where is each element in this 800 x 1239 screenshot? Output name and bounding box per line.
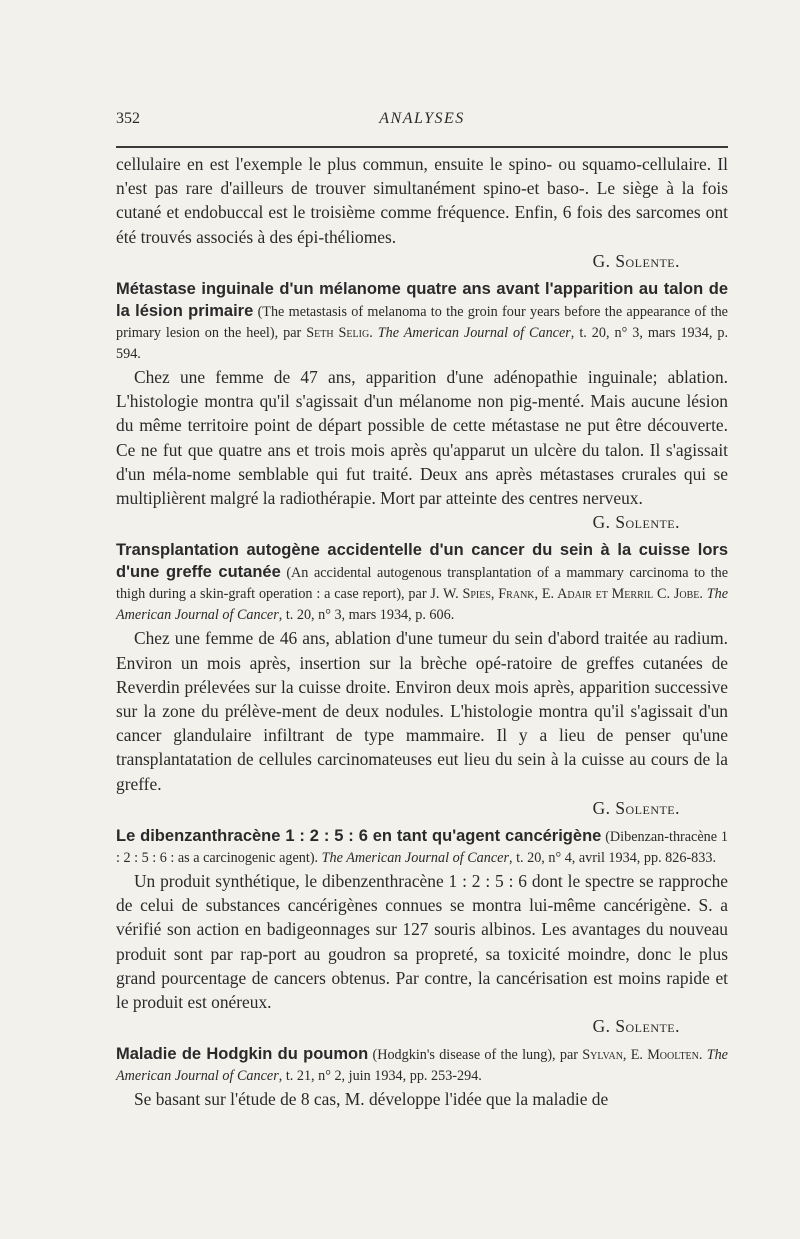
abstract-entry xyxy=(116,279,728,534)
signature: G. Solente. xyxy=(592,250,680,271)
reference-separator: . xyxy=(369,325,378,342)
reference-text: (Dibenzan-thracène 1 : 2 : 5 : 6 : as a carcinogenic agent). xyxy=(116,829,728,867)
abstract-entry xyxy=(116,1044,728,1111)
entry-reference xyxy=(116,279,728,365)
intro-paragraph: cellulaire en est l'exemple le plus commun, ensuite le spino- ou squamo-cellulaire. Il n'est pas rare d'ailleurs de trouver simultanément spino-et baso-. Le siège à la fois cutané et endobuccal est le troisième comme fréquence. Enfin, 6 fois des sarcomes ont été trouvés associés à des épi-théliomes. xyxy=(116,154,728,247)
journal-name: The American Journal of Cancer xyxy=(116,1047,728,1085)
signature-line xyxy=(116,796,728,820)
entry-reference xyxy=(116,826,728,869)
entry-reference xyxy=(116,1044,728,1087)
authors: Seth Selig xyxy=(306,325,370,342)
entry-reference xyxy=(116,540,728,626)
citation-details: , t. 20, n° 3, mars 1934, p. 594. xyxy=(116,325,728,363)
signature: G. Solente. xyxy=(592,1016,680,1037)
abstract-entry xyxy=(116,540,728,820)
reference-text: (An accidental autogenous transplantation of a mammary carcinoma to the thigh during a skin-graft operation : a case report), par xyxy=(116,565,729,603)
page-header xyxy=(116,110,728,136)
signature-line xyxy=(116,249,728,273)
abstract-entry xyxy=(116,826,728,1038)
journal-name: The American Journal of Cancer xyxy=(377,325,571,342)
authors: Sylvan, E. Moolten xyxy=(582,1047,699,1064)
signature-line xyxy=(116,1014,728,1038)
header-rule xyxy=(116,146,728,148)
signature-line xyxy=(116,510,728,534)
citation-details: , t. 20, n° 4, avril 1934, pp. 826-833. xyxy=(508,850,717,867)
reference-text: (The metastasis of melanoma to the groin four years before the appearance of the primary lesion on the heel), par xyxy=(116,304,728,342)
running-title: ANALYSES xyxy=(379,110,465,127)
journal-name: The American Journal of Cancer xyxy=(116,586,729,624)
entry-body: Chez une femme de 47 ans, apparition d'une adénopathie inguinale; ablation. L'histologie montra qu'il s'agissait d'un mélanome non pig-menté. Mais aucune lésion du même territoire point de départ possible de cette métastase ne put être découverte. Ce ne fut que quatre ans et trois mois après qu'apparut un ulcère du talon. Il s'agissait d'un méla-nome semblable qui fut traité. Deux ans après métastases crurales qui se multiplièrent malgré la radiothérapie. Mort par atteinte des centres nerveux. xyxy=(116,367,728,509)
article-column xyxy=(116,152,728,1112)
authors: J. W. Spies, Frank, E. Adair et Merril C. Jobe xyxy=(430,586,700,603)
journal-name: The American Journal of Cancer xyxy=(321,850,509,867)
signature: G. Solente. xyxy=(592,512,680,533)
intro-section xyxy=(116,152,728,273)
entry-body: Chez une femme de 46 ans, ablation d'une tumeur du sein d'abord traitée au radium. Environ un mois après, insertion sur la brèche opé-ratoire de greffes cutanées de Reverdin prélevées sur la cuisse droite. Environ deux mois après, apparition successive sur la zone du prélève-ment de deux nodules. L'histologie montra qu'il s'agissait d'un cancer glandulaire infiltrant de type mammaire. Il y a lieu de penser qu'une transplantatation de cellules carcinomateuses eut lieu du sein à la cuisse au cours de la greffe. xyxy=(116,628,728,794)
entry-body: Un produit synthétique, le dibenzenthracène 1 : 2 : 5 : 6 dont le spectre se rapproche de celui de substances cancérigènes connues se montra lui-même cancérigène. S. a vérifié son action en badigeonnages sur 127 souris albinos. Les avantages du nouveau produit sont par rap-port au goudron sa propreté, sa toxicité moindre, donc le plus grand pourcentage de cancers obtenus. Par contre, la cancérisation est moins rapide et le produit est onéreux. xyxy=(116,871,728,1013)
citation-details: , t. 20, n° 3, mars 1934, p. 606. xyxy=(278,607,455,624)
entry-title: Le dibenzanthracène 1 : 2 : 5 : 6 en tant qu'agent cancérigène xyxy=(116,827,602,846)
entry-title: Transplantation autogène accidentelle d'un cancer du sein à la cuisse lors d'une greffe cutanée xyxy=(116,541,728,582)
entry-title: Métastase inguinale d'un mélanome quatre ans avant l'apparition au talon de la lésion primaire xyxy=(116,280,728,321)
reference-text: (Hodgkin's disease of the lung), par xyxy=(372,1047,583,1064)
entry-title: Maladie de Hodgkin du poumon xyxy=(116,1045,369,1064)
page-number: 352 xyxy=(116,110,140,127)
citation-details: , t. 21, n° 2, juin 1934, pp. 253-294. xyxy=(278,1068,482,1085)
reference-separator: . xyxy=(699,586,707,603)
entry-body: Se basant sur l'étude de 8 cas, M. développe l'idée que la maladie de xyxy=(134,1089,609,1110)
signature: G. Solente. xyxy=(592,797,680,818)
reference-separator: . xyxy=(698,1047,707,1064)
